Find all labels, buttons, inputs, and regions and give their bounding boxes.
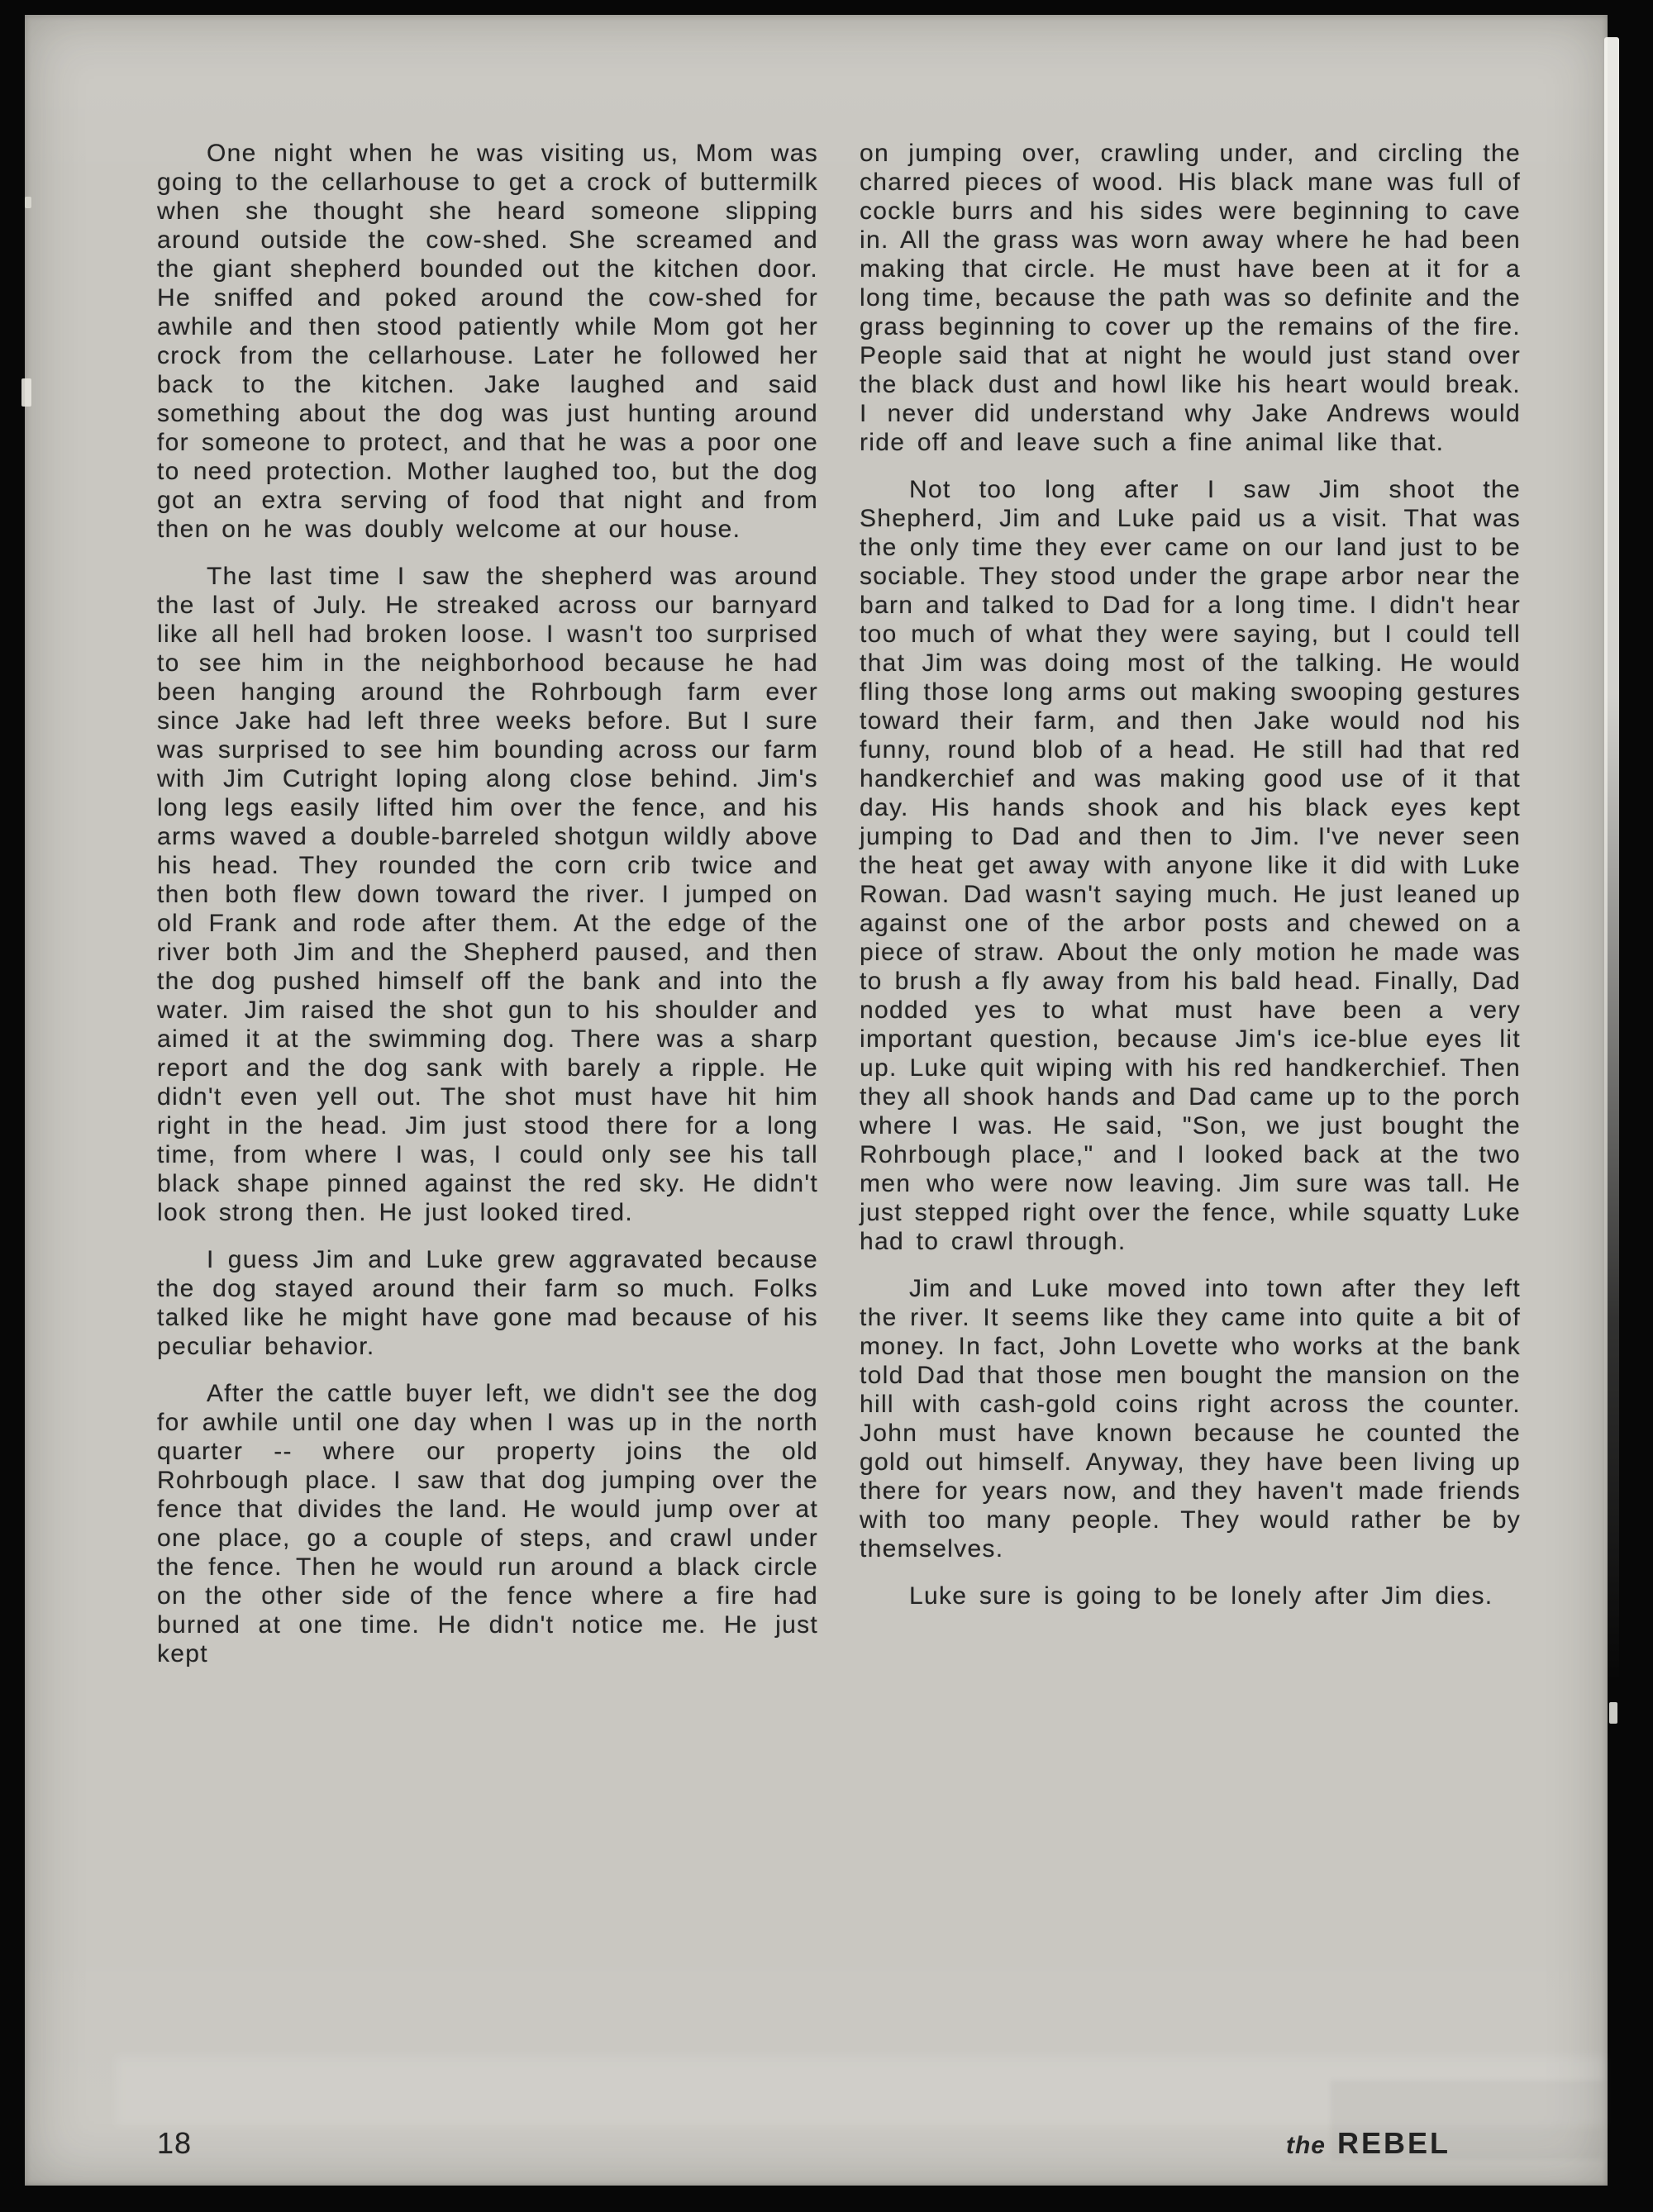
scan-artifact-ghosting [1331, 2081, 1603, 2159]
paragraph: Not too long after I saw Jim shoot the Shepherd, Jim and Luke paid us a visit. That was the only time they ever came on our land just to be sociable. They stood under the grape arbor near the barn and talked to Dad for a long time. I didn't hear too much of what they were saying, but I could tell that Jim was doing most of the talking. He would fling those long arms out making swooping gestures toward their farm, and then Jake would nod his funny, round blob of a head. He still had that red handkerchief and was making good use of it that day. His hands shook and his black eyes kept jumping to Dad and then to Jim. I've never seen the heat get away with anyone like it did with Luke Rowan. Dad wasn't saying much. He just leaned up against one of the arbor posts and chewed on a piece of straw. About the only motion he made was to brush a fly away from his bald head. Finally, Dad nodded yes to what must have been a very important question, because Jim's ice-blue eyes lit up. Luke quit wiping with his red handkerchief. Then they all shook hands and Dad came up to the porch where I was. He said, "Son, we just bought the Rohrbough place," and I looked back at the two men who were now leaving. Jim sure was tall. He just stepped right over the fence, while squatty Luke had to crawl through. [860, 476, 1521, 1255]
scan-artifact-speck [25, 197, 31, 208]
paragraph-continuation: on jumping over, crawling under, and circling the charred pieces of wood. His black mane was full of cockle burrs and his sides were beginning to cave in. All the grass was worn away where he had been making that circle. He must have been at it for a long time, because the path was so definite and the grass beginning to cover up the remains of the fire. People said that at night he would just stand over the black dust and howl like his heart would break. I never did understand why Jake Andrews would ride off and leave such a fine animal like that. [860, 140, 1521, 456]
right-column [860, 139, 1521, 1668]
page-footer [157, 2126, 1451, 2161]
page-number: 18 [157, 2126, 193, 2160]
scan-artifact-page-edge [1604, 37, 1619, 1682]
paragraph: After the cattle buyer left, we didn't see the dog for awhile until one day when I was up in the north quarter -- where our property joins the old Rohrbough place. I saw that dog jumping over the fence that divides the land. He would jump over at one place, go a couple of steps, and crawl under the fence. Then he would run around a black circle on the other side of the fence where a fire had burned at one time. He didn't notice me. He just kept [157, 1380, 818, 1667]
paragraph: One night when he was visiting us, Mom was going to the cellarhouse to get a crock of buttermilk when she thought she heard someone slipping around outside the cow-shed. She screamed and the giant shepherd bounded out the kitchen door. He sniffed and poked around the cow-shed for awhile and then stood patiently while Mom got her crock from the cellarhouse. Later he followed her back to the kitchen. Jake laughed and said something about the dog was just hunting around for someone to protect, and that he was a poor one to need protection. Mother laughed too, but the dog got an extra serving of food that night and from then on he was doubly welcome at our house. [157, 140, 818, 543]
scan-artifact-speck [21, 378, 31, 407]
paragraph: I guess Jim and Luke grew aggravated because the dog stayed around their farm so much. Folks talked like he might have gone mad because of his peculiar behavior. [157, 1246, 818, 1360]
paragraph: The last time I saw the shepherd was around the last of July. He streaked across our barnyard like all hell had broken loose. I wasn't too surprised to see him in the neighborhood because he had been hanging around the Rohrbough farm ever since Jake had left three weeks before. But I sure was surprised to see him bounding across our farm with Jim Cutright loping along close behind. Jim's long legs easily lifted him over the fence, and his arms waved a double-barreled shotgun wildly above his head. They rounded the corn crib twice and then both flew down toward the river. I jumped on old Frank and rode after them. At the edge of the river both Jim and the Shepherd paused, and then the dog pushed himself off the bank and into the water. Jim raised the shot gun to his shoulder and aimed it at the swimming dog. There was a sharp report and the dog sank with barely a ripple. He didn't even yell out. The shot must have hit him right in the head. Jim just stood there for a long time, from where I was, I could only see his tall black shape pinned against the red sky. He didn't look strong then. He just looked tired. [157, 563, 818, 1226]
scan-artifact-speck [1609, 1702, 1617, 1724]
left-column [157, 139, 818, 1668]
paragraph: Luke sure is going to be lonely after Jim dies. [909, 1582, 1493, 1610]
paragraph: Jim and Luke moved into town after they left the river. It seems like they came into quite a bit of money. In fact, John Lovette who works at the bank told Dad that those men bought the mansion on the hill with cash-gold coins right across the counter. John must have known because he counted the gold out himself. Anyway, they have been living up there for years now, and they haven't made friends with too many people. They would rather be by themselves. [860, 1275, 1521, 1563]
magazine-title-name: REBEL [1336, 2126, 1451, 2160]
magazine-page-paper [25, 15, 1608, 2186]
article-body [157, 139, 1521, 1668]
magazine-title-prefix: the [1285, 2132, 1326, 2159]
